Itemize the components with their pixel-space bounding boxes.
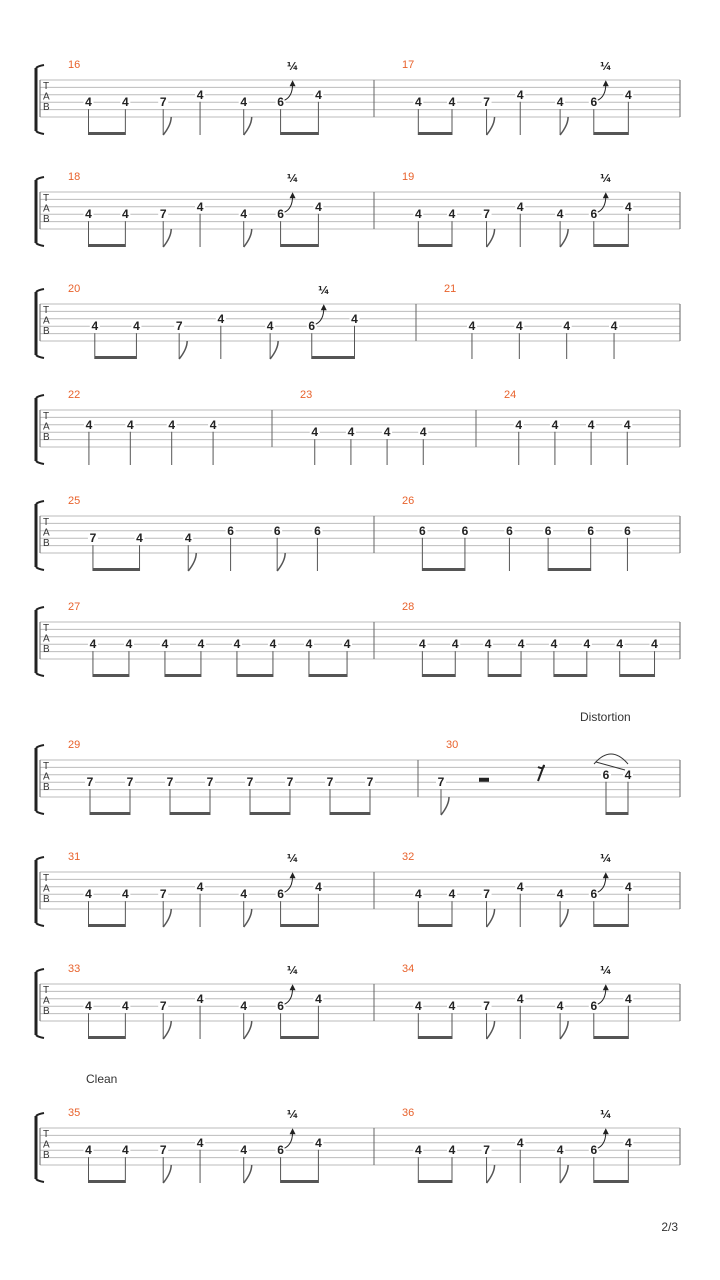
note-flag (244, 909, 252, 927)
fret-number: 7 (483, 999, 490, 1014)
fret-number: 6 (602, 767, 610, 782)
fret-number: 4 (315, 199, 322, 214)
bend-arrowhead (603, 80, 609, 86)
note-flag (244, 1165, 252, 1183)
beam (89, 244, 126, 247)
tab-clef-letter: T (43, 193, 50, 204)
page-number: 2/3 (661, 1220, 678, 1234)
tab-clef-letter: T (43, 81, 50, 92)
beam (89, 1036, 126, 1039)
fret-number: 4 (85, 207, 92, 222)
fret-number: 4 (515, 319, 523, 334)
fret-number: 4 (122, 999, 129, 1014)
fret-number: 4 (266, 319, 274, 334)
note-flag (244, 117, 252, 135)
fret-number: 4 (315, 1135, 322, 1150)
measure-number: 18 (68, 171, 81, 183)
fret-number: 4 (625, 1135, 632, 1150)
fret-number: 4 (556, 887, 564, 902)
beam (554, 674, 587, 677)
fret-number: 4 (610, 319, 618, 334)
fret-number: 4 (556, 207, 564, 222)
note-flag (163, 1021, 171, 1039)
fret-number: 4 (91, 319, 99, 334)
tab-clef-letter: B (43, 538, 50, 549)
beam (237, 674, 273, 677)
fret-number: 6 (590, 207, 598, 222)
tab-clef-letter: A (43, 527, 50, 539)
note-flag (487, 909, 495, 927)
fret-number: 4 (468, 319, 476, 334)
fret-number: 6 (277, 95, 284, 110)
beam (620, 674, 655, 677)
fret-number: 7 (483, 207, 490, 222)
measure-number: 32 (402, 851, 415, 863)
staff-system (36, 283, 680, 359)
fret-number: 6 (590, 95, 598, 110)
half-rest (479, 778, 489, 782)
fret-number: 7 (126, 775, 134, 790)
measure-number: 28 (402, 601, 415, 613)
fret-number: 6 (277, 999, 284, 1014)
bend-arrow (285, 988, 293, 1004)
fret-number: 4 (209, 417, 217, 432)
fret-number: 4 (515, 417, 523, 432)
fret-number: 4 (625, 879, 632, 894)
fret-number: 6 (308, 319, 316, 334)
beam (418, 244, 452, 247)
fret-number: 4 (448, 887, 456, 902)
beam (281, 1036, 319, 1039)
fret-number: 7 (159, 1143, 167, 1158)
fret-number: 4 (556, 95, 564, 110)
beam (281, 244, 319, 247)
note-flag (560, 117, 568, 135)
note-flag (163, 117, 171, 135)
bend-arrowhead (603, 872, 609, 878)
tab-clef-letter: A (43, 91, 50, 103)
fret-number: 4 (556, 999, 564, 1014)
fret-number: 6 (590, 999, 598, 1014)
fret-number: 4 (343, 637, 351, 652)
fret-number: 7 (286, 775, 294, 790)
fret-number: 4 (563, 319, 571, 334)
fret-number: 4 (448, 1143, 456, 1158)
fret-number: 4 (448, 207, 456, 222)
fret-number: 7 (326, 775, 334, 790)
beam (250, 812, 290, 815)
fret-number: 4 (414, 999, 422, 1014)
fret-number: 4 (196, 1135, 204, 1150)
note-flag (163, 229, 171, 247)
fret-number: 7 (366, 775, 374, 790)
fret-number: 4 (484, 637, 492, 652)
tab-clef-letter: A (43, 315, 50, 327)
bend-arrow (285, 196, 293, 212)
note-flag (560, 1165, 568, 1183)
fret-number: 4 (315, 87, 322, 102)
fret-number: 4 (85, 1143, 92, 1158)
tab-clef-letter: B (43, 782, 50, 793)
eighth-rest (538, 765, 544, 781)
tab-clef-letter: A (43, 421, 50, 433)
fret-number: 6 (590, 887, 598, 902)
tab-clef-letter: T (43, 873, 50, 884)
bend-arrow (598, 196, 606, 212)
beam (488, 674, 521, 677)
note-flag (188, 553, 196, 571)
bend-arrow (285, 84, 293, 100)
fret-number: 4 (122, 95, 129, 110)
fret-number: 4 (240, 999, 248, 1014)
staff-system (36, 710, 680, 815)
fret-number: 4 (516, 87, 524, 102)
measure-number: 30 (446, 739, 459, 751)
bend-arrowhead (603, 984, 609, 990)
fret-number: 4 (196, 199, 204, 214)
measure-number: 20 (68, 283, 81, 295)
beam (548, 568, 591, 571)
beam (418, 1180, 452, 1183)
beam (281, 132, 319, 135)
fret-number: 4 (197, 637, 205, 652)
beam (309, 674, 347, 677)
note-flag (277, 553, 285, 571)
measure-number: 35 (68, 1107, 81, 1119)
fret-number: 7 (159, 95, 167, 110)
fret-number: 4 (516, 991, 524, 1006)
bend-arrowhead (290, 1128, 296, 1134)
bend-arrow (598, 1132, 606, 1148)
fret-number: 7 (159, 207, 167, 222)
fret-number: 4 (448, 95, 456, 110)
fret-number: 7 (483, 1143, 490, 1158)
tab-clef-letter: T (43, 1129, 50, 1140)
measure-number: 31 (68, 851, 81, 863)
tab-clef-letter: A (43, 995, 50, 1007)
beam (281, 924, 319, 927)
fret-number: 4 (122, 1143, 129, 1158)
staff-system (36, 389, 680, 465)
beam (606, 812, 628, 815)
fret-number: 4 (196, 879, 204, 894)
beam (422, 674, 455, 677)
note-flag (163, 909, 171, 927)
fret-number: 4 (136, 531, 143, 546)
fret-number: 4 (587, 417, 595, 432)
note-flag (487, 117, 495, 135)
beam (418, 1036, 452, 1039)
beam (90, 812, 130, 815)
tab-clef-letter: B (43, 644, 50, 655)
measure-number: 19 (402, 171, 415, 183)
fret-number: 4 (133, 319, 140, 334)
tab-clef-letter: T (43, 761, 50, 772)
fret-number: 4 (414, 1143, 422, 1158)
beam (594, 244, 629, 247)
bend-amount-label: ¼ (286, 1108, 299, 1122)
fret-number: 4 (651, 637, 658, 652)
fret-number: 4 (196, 991, 204, 1006)
beam (89, 924, 126, 927)
fret-number: 4 (305, 637, 313, 652)
fret-number: 4 (550, 637, 558, 652)
bend-arrow (316, 308, 324, 324)
beam (594, 924, 629, 927)
fret-number: 4 (625, 991, 632, 1006)
fret-number: 4 (240, 887, 248, 902)
beam (93, 674, 129, 677)
tab-clef-letter: A (43, 771, 50, 783)
fret-number: 4 (414, 207, 422, 222)
fret-number: 4 (168, 417, 176, 432)
note-flag (487, 1021, 495, 1039)
beam (594, 132, 629, 135)
measure-number: 26 (402, 495, 415, 507)
fret-number: 4 (624, 767, 632, 782)
fret-number: 4 (240, 95, 248, 110)
staff-system (36, 601, 680, 677)
measure-number: 36 (402, 1107, 415, 1119)
fret-number: 6 (273, 523, 281, 538)
measure-number: 25 (68, 495, 81, 507)
bend-amount-label: ¼ (286, 60, 299, 74)
fret-number: 6 (461, 523, 469, 538)
fret-number: 4 (623, 417, 631, 432)
measure-number: 17 (402, 59, 415, 71)
fret-number: 4 (583, 637, 591, 652)
note-flag (560, 1021, 568, 1039)
technique-label: Clean (86, 1072, 118, 1086)
measure-number: 33 (68, 963, 81, 975)
note-flag (560, 229, 568, 247)
tab-clef-letter: B (43, 102, 50, 113)
tab-clef-letter: T (43, 305, 50, 316)
bend-arrowhead (290, 192, 296, 198)
measure-number: 24 (504, 389, 517, 401)
measure-number: 16 (68, 59, 81, 71)
beam (89, 132, 126, 135)
tab-clef-letter: A (43, 203, 50, 215)
fret-number: 7 (206, 775, 214, 790)
fret-number: 7 (159, 887, 167, 902)
staff-system (36, 963, 680, 1039)
fret-number: 4 (122, 207, 129, 222)
fret-number: 6 (277, 887, 284, 902)
fret-number: 4 (89, 637, 97, 652)
fret-number: 7 (483, 95, 490, 110)
note-flag (244, 229, 252, 247)
bend-amount-label: ¼ (600, 852, 612, 866)
tab-clef-letter: B (43, 214, 50, 225)
fret-number: 4 (315, 879, 322, 894)
measure-number: 23 (300, 389, 313, 401)
fret-number: 6 (506, 523, 513, 538)
fret-number: 4 (269, 637, 277, 652)
fret-number: 4 (625, 87, 632, 102)
beam (422, 568, 465, 571)
measure-number: 27 (68, 601, 81, 613)
bend-arrowhead (603, 192, 609, 198)
fret-number: 7 (437, 775, 445, 790)
fret-number: 4 (217, 311, 225, 326)
fret-number: 6 (227, 523, 234, 538)
bend-amount-label: ¼ (286, 172, 299, 186)
staff-system (36, 59, 680, 135)
fret-number: 7 (159, 999, 167, 1014)
fret-number: 4 (122, 887, 129, 902)
tab-clef-letter: T (43, 411, 50, 422)
technique-label: Distortion (580, 710, 631, 724)
bend-amount-label: ¼ (318, 284, 330, 298)
staff-system (36, 171, 680, 247)
bend-arrow (598, 876, 606, 892)
tab-clef-letter: B (43, 432, 50, 443)
bend-arrowhead (290, 872, 296, 878)
bend-amount-label: ¼ (286, 964, 299, 978)
fret-number: 4 (383, 425, 391, 440)
beam (418, 924, 452, 927)
staff-system (36, 1072, 680, 1183)
bend-amount-label: ¼ (600, 172, 612, 186)
beam (418, 132, 452, 135)
fret-number: 7 (166, 775, 174, 790)
fret-number: 4 (419, 425, 427, 440)
fret-number: 4 (625, 199, 632, 214)
beam (93, 568, 140, 571)
bend-arrow (285, 1132, 293, 1148)
fret-number: 7 (175, 319, 183, 334)
beam (594, 1036, 629, 1039)
fret-number: 4 (240, 1143, 248, 1158)
note-flag (179, 341, 187, 359)
fret-number: 6 (277, 1143, 284, 1158)
measure-number: 22 (68, 389, 81, 401)
note-flag (163, 1165, 171, 1183)
tab-clef-letter: A (43, 883, 50, 895)
fret-number: 4 (451, 637, 459, 652)
fret-number: 4 (85, 95, 92, 110)
fret-number: 4 (414, 95, 422, 110)
tab-clef-letter: B (43, 1006, 50, 1017)
fret-number: 6 (314, 523, 321, 538)
staff-system (36, 851, 680, 927)
fret-number: 4 (414, 887, 422, 902)
fret-number: 4 (516, 199, 524, 214)
note-flag (487, 1165, 495, 1183)
fret-number: 4 (419, 637, 426, 652)
measure-number: 21 (444, 283, 457, 295)
bend-arrowhead (290, 80, 296, 86)
staff-system (36, 495, 680, 571)
note-flag (487, 229, 495, 247)
fret-number: 7 (86, 775, 94, 790)
fret-number: 6 (419, 523, 426, 538)
fret-number: 4 (516, 1135, 524, 1150)
fret-number: 4 (351, 311, 358, 326)
bend-arrow (285, 876, 293, 892)
fret-number: 6 (277, 207, 284, 222)
beam (330, 812, 370, 815)
note-flag (560, 909, 568, 927)
note-flag (270, 341, 278, 359)
tab-clef-letter: B (43, 894, 50, 905)
fret-number: 7 (483, 887, 490, 902)
bend-arrow (598, 84, 606, 100)
tab-clef-letter: A (43, 1139, 50, 1151)
beam (95, 356, 137, 359)
fret-number: 4 (125, 637, 133, 652)
bend-amount-label: ¼ (600, 60, 612, 74)
tab-clef-letter: A (43, 633, 50, 645)
fret-number: 6 (624, 523, 631, 538)
fret-number: 4 (315, 991, 322, 1006)
bend-arrowhead (603, 1128, 609, 1134)
fret-number: 4 (556, 1143, 564, 1158)
fret-number: 4 (616, 637, 624, 652)
tab-clef-letter: T (43, 985, 50, 996)
fret-number: 4 (240, 207, 248, 222)
bend-arrowhead (290, 984, 296, 990)
tab-clef-letter: T (43, 623, 50, 634)
bend-arrowhead (321, 304, 327, 310)
note-flag (244, 1021, 252, 1039)
bend-amount-label: ¼ (600, 1108, 612, 1122)
note-flag (441, 797, 449, 815)
beam (312, 356, 355, 359)
fret-number: 4 (161, 637, 169, 652)
tab-clef-letter: B (43, 1150, 50, 1161)
beam (594, 1180, 629, 1183)
beam (89, 1180, 126, 1183)
bend-amount-label: ¼ (600, 964, 612, 978)
beam (170, 812, 210, 815)
tab-clef-letter: T (43, 517, 50, 528)
fret-number: 6 (590, 1143, 598, 1158)
fret-number: 4 (184, 531, 192, 546)
fret-number: 4 (311, 425, 319, 440)
bend-arrow (598, 988, 606, 1004)
fret-number: 4 (516, 879, 524, 894)
tab-clef-letter: B (43, 326, 50, 337)
measure-number: 29 (68, 739, 81, 751)
measure-number: 34 (402, 963, 415, 975)
fret-number: 4 (347, 425, 355, 440)
fret-number: 6 (587, 523, 595, 538)
fret-number: 4 (85, 417, 93, 432)
beam (165, 674, 201, 677)
fret-number: 4 (196, 87, 204, 102)
fret-number: 7 (89, 531, 97, 546)
fret-number: 4 (85, 887, 92, 902)
beam (281, 1180, 319, 1183)
fret-number: 6 (544, 523, 552, 538)
bend-amount-label: ¼ (286, 852, 299, 866)
fret-number: 4 (448, 999, 456, 1014)
fret-number: 4 (85, 999, 92, 1014)
fret-number: 4 (233, 637, 241, 652)
fret-number: 7 (246, 775, 254, 790)
fret-number: 4 (126, 417, 134, 432)
fret-number: 4 (551, 417, 559, 432)
fret-number: 4 (517, 637, 525, 652)
